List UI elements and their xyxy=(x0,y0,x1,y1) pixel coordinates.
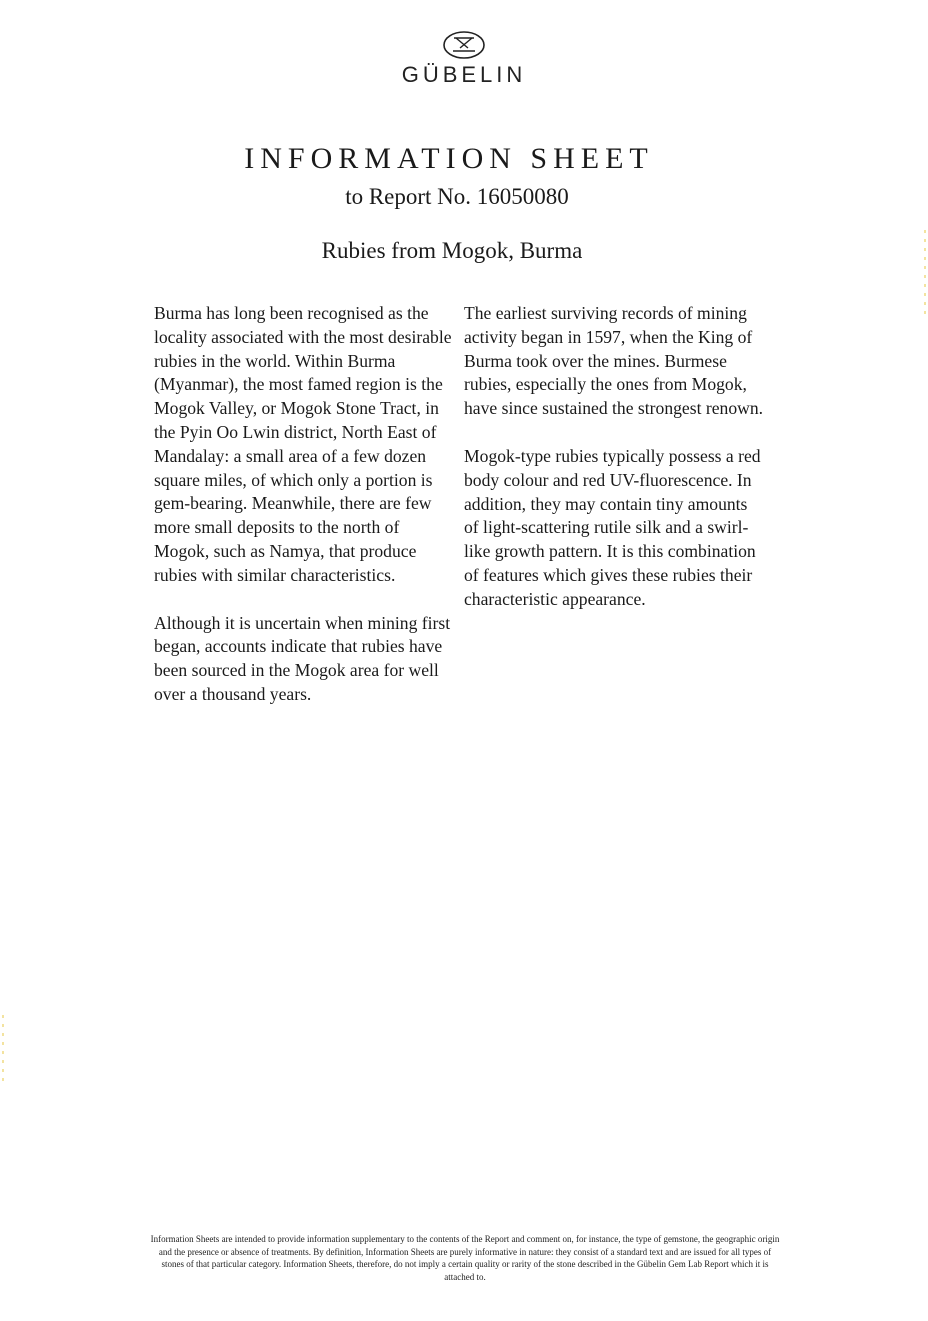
header-logo xyxy=(0,30,928,88)
disclaimer-footer: Information Sheets are intended to provide information supplementary to the contents of the Report and comment on, for instance, the type of gemstone, the geographic origin and the presence or absence of treatments. By definition, Information Sheets are purely informative in nature: they consist of a standard text and are issued for all types of stones of that particular category. Information Sheets, therefore, do not imply a certain quality or rarity of the stone described in the Gübelin Gem Lab Report which it is attached to. xyxy=(150,1234,780,1282)
left-column xyxy=(154,302,454,731)
gubelin-emblem-icon xyxy=(442,30,486,60)
paragraph: Mogok-type rubies typically possess a red body colour and red UV-fluorescence. In addition, they may contain tiny amounts of light-scattering rutile silk and a swirl-like growth pattern. It is this combination of features which gives these rubies their characteristic appearance. xyxy=(464,445,761,609)
paragraph: The earliest surviving records of mining activity began in 1597, when the King of Burma took over the mines. Burmese rubies, especially the ones from Mogok, have since sustained the strongest renown. xyxy=(464,303,764,419)
paragraph: Burma has long been recognised as the locality associated with the most desirable rubies in the world. Within Burma (Myanmar), the most famed region is the Mogok Valley, or Mogok Stone Tract, in the Pyin Oo Lwin district, North East of Mandalay: a small area of a few dozen square miles, of which only a portion is gem-bearing. Meanwhile, there are few more small deposits to the north of Mogok, such as Namya, that produce rubies with similar characteristics. xyxy=(154,303,452,585)
document-title: INFORMATION SHEET xyxy=(244,142,654,175)
section-heading: Rubies from Mogok, Burma xyxy=(321,238,583,263)
right-column xyxy=(464,302,764,636)
paragraph: Although it is uncertain when mining first began, accounts indicate that rubies have been sourced in the Mogok area for well over a thousand years. xyxy=(154,612,451,704)
scan-edge-marks xyxy=(2,1015,4,1087)
scan-edge-marks xyxy=(924,230,926,320)
brand-wordmark: GÜBELIN xyxy=(401,62,527,87)
report-number: to Report No. 16050080 xyxy=(345,184,569,209)
